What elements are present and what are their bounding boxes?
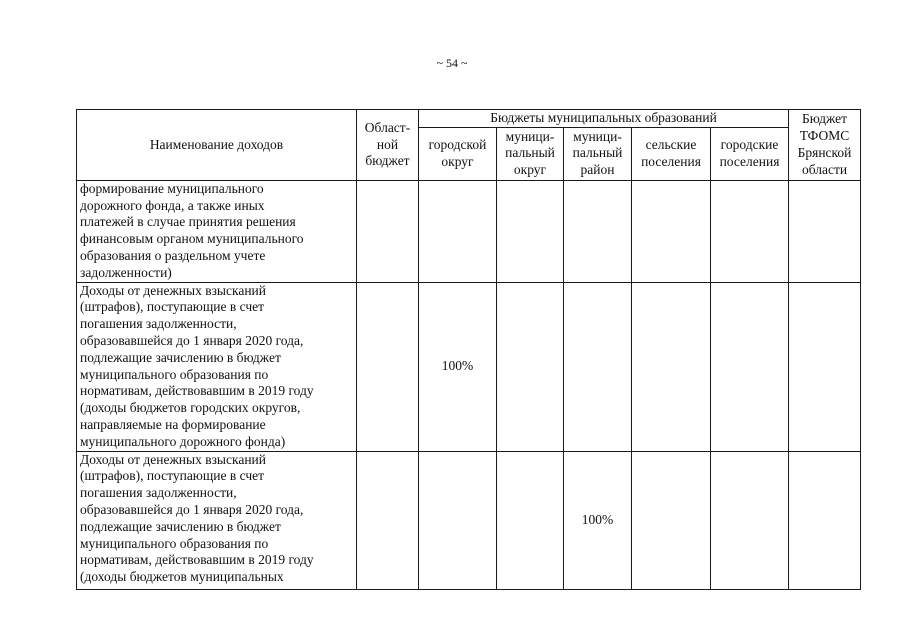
revenue-distribution-table <box>76 109 861 590</box>
value-cell <box>632 282 711 451</box>
value-cell <box>711 282 789 451</box>
header-rural-settlements: сельские поселения <box>632 127 711 180</box>
revenue-name-cell: Доходы от денежных взысканий (штрафов), поступающие в счет погашения задолженности, образовавшейся до 1 января 2020 года, подлежащие зачислению в бюджет муниципального образования по нормативам, действовавшим в 2019 году (доходы бюджетов муниципальных <box>77 451 357 589</box>
value-cell <box>632 451 711 589</box>
value-cell <box>789 451 861 589</box>
value-cell: 100% <box>419 282 497 451</box>
value-cell <box>419 180 497 282</box>
value-cell <box>789 282 861 451</box>
page-number: ~ 54 ~ <box>436 56 468 70</box>
value-cell <box>357 282 419 451</box>
value-cell <box>497 180 564 282</box>
table-row <box>77 451 861 589</box>
value-cell <box>564 282 632 451</box>
value-cell: 100% <box>564 451 632 589</box>
header-regional-budget: Област- ной бюджет <box>357 110 419 181</box>
revenue-name-cell: Доходы от денежных взысканий (штрафов), поступающие в счет погашения задолженности, образовавшейся до 1 января 2020 года, подлежащие зачислению в бюджет муниципального образования по нормативам, действовавшим в 2019 году (доходы бюджетов городских округов, направляемые на формирование муниципального дорожного фонда) <box>77 282 357 451</box>
value-cell <box>419 451 497 589</box>
header-municipal-area: муници- пальный район <box>564 127 632 180</box>
header-municipal-district: муници- пальный округ <box>497 127 564 180</box>
table-row <box>77 180 861 282</box>
value-cell <box>564 180 632 282</box>
value-cell <box>789 180 861 282</box>
value-cell <box>497 451 564 589</box>
value-cell <box>497 282 564 451</box>
value-cell <box>632 180 711 282</box>
header-tfoms-budget: Бюджет ТФОМС Брянской области <box>789 110 861 181</box>
revenue-name-cell: формирование муниципального дорожного фонда, а также иных платежей в случае принятия решения финансовым органом муниципального образования о раздельном учете задолженности) <box>77 180 357 282</box>
header-urban-settlements: городские поселения <box>711 127 789 180</box>
value-cell <box>711 180 789 282</box>
header-urban-district: городской округ <box>419 127 497 180</box>
header-revenue-name: Наименование доходов <box>77 110 357 181</box>
value-cell <box>711 451 789 589</box>
header-municipal-budgets: Бюджеты муниципальных образований <box>419 110 789 128</box>
value-cell <box>357 451 419 589</box>
table-row <box>77 282 861 451</box>
value-cell <box>357 180 419 282</box>
